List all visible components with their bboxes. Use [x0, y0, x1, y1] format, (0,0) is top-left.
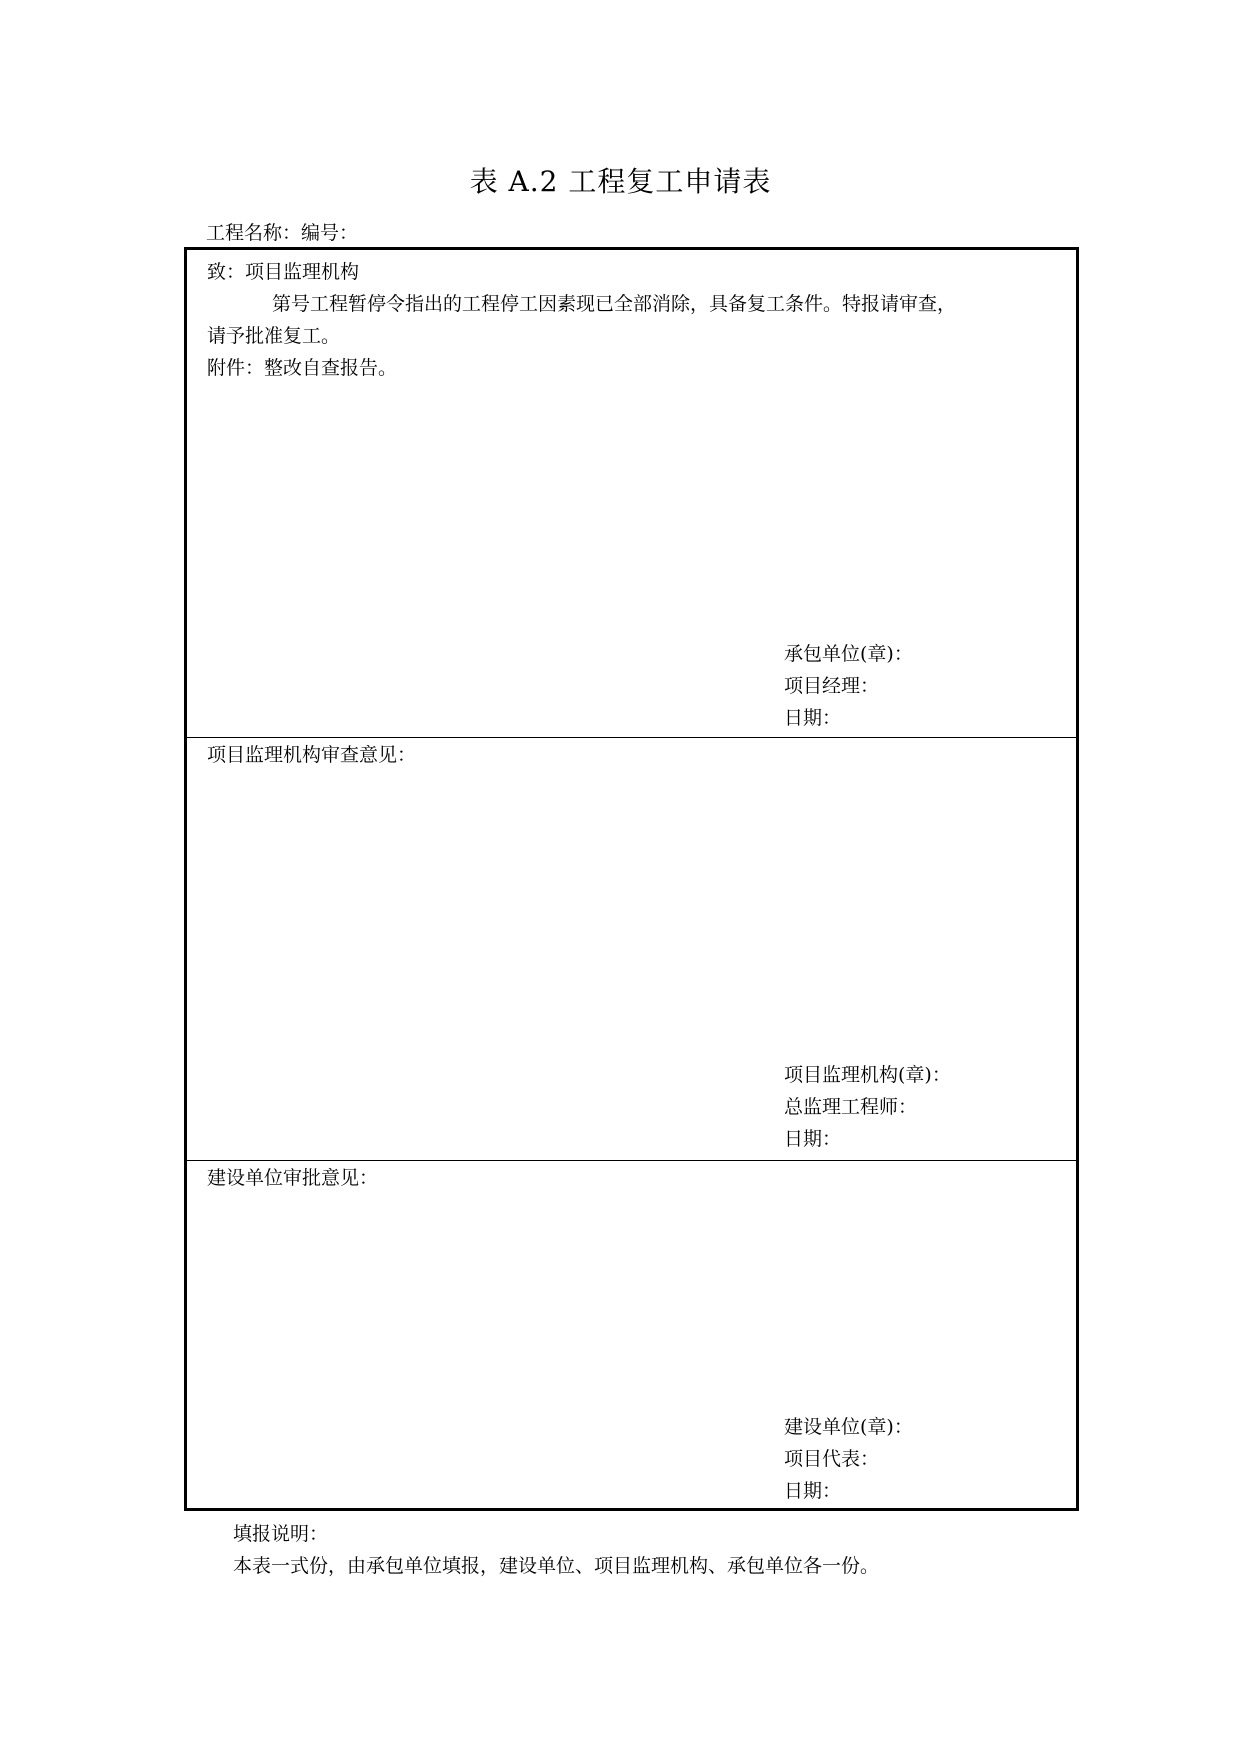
instructions-text: 本表一式份，由承包单位填报，建设单位、项目监理机构、承包单位各一份。: [233, 1555, 880, 1577]
project-manager-label: 项目经理：: [784, 675, 880, 697]
owner-signature-block: [784, 1411, 913, 1507]
contractor-seal-label: 承包单位(章)：: [784, 643, 913, 665]
contractor-application-section: [187, 250, 1076, 737]
attachment-line: 附件：整改自查报告。: [207, 357, 398, 379]
project-representative-label: 项目代表：: [784, 1448, 880, 1470]
application-body-line-1: 第号工程暂停令指出的工程停工因素现已全部消除，具备复工条件。特报请审查，: [272, 293, 957, 315]
owner-seal-label: 建设单位(章)：: [784, 1416, 913, 1438]
approval-opinion-label: 建设单位审批意见：: [207, 1167, 379, 1189]
application-form-table: [184, 247, 1079, 1511]
chief-engineer-label: 总监理工程师：: [784, 1096, 918, 1118]
document-title: 表 A.2 工程复工申请表: [469, 165, 772, 198]
supervisor-review-section: [187, 737, 1076, 1160]
supervisor-seal-label: 项目监理机构(章)：: [784, 1064, 951, 1086]
review-opinion-label: 项目监理机构审查意见：: [207, 744, 417, 766]
contractor-date-label: 日期：: [784, 707, 842, 729]
supervisor-date-label: 日期：: [784, 1128, 842, 1150]
project-name-and-number-line: 工程名称：编号：: [206, 222, 359, 244]
contractor-signature-block: [784, 638, 913, 734]
instructions-heading: 填报说明：: [233, 1523, 329, 1545]
supervisor-signature-block: [784, 1059, 951, 1155]
addressee-line: 致：项目监理机构: [207, 261, 360, 283]
owner-date-label: 日期：: [784, 1480, 842, 1502]
owner-approval-section: [187, 1160, 1076, 1508]
application-body-line-2: 请予批准复工。: [207, 325, 341, 347]
filling-instructions: [233, 1518, 879, 1582]
